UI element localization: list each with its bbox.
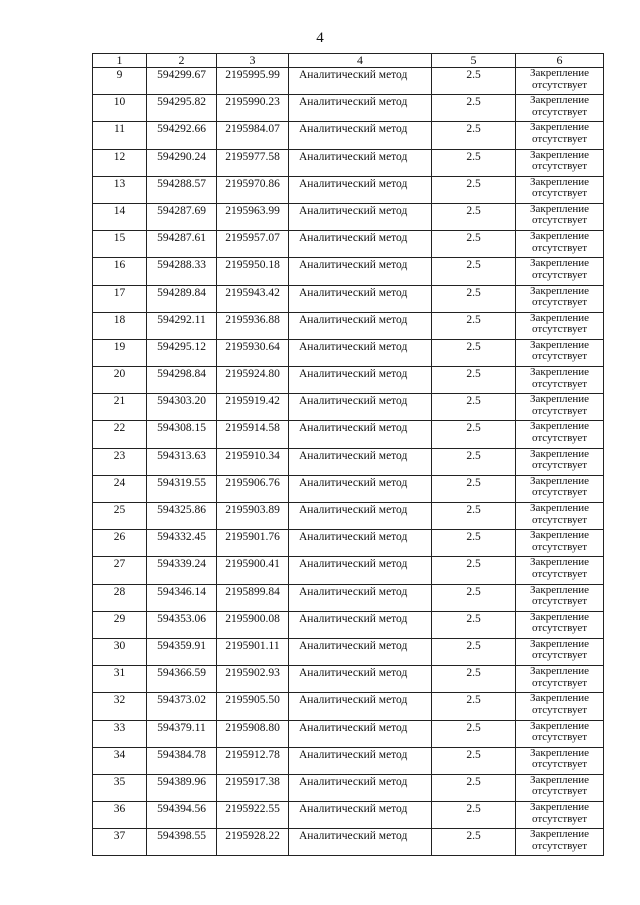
fixation-line-1: Закрепление	[529, 366, 590, 379]
accuracy-cell: 2.5	[432, 638, 516, 665]
x-coordinate-cell: 594287.61	[147, 231, 217, 258]
method-cell: Аналитический метод	[289, 285, 432, 312]
point-number-cell: 34	[93, 747, 147, 774]
x-coordinate-cell: 594359.91	[147, 638, 217, 665]
x-coordinate-cell: 594394.56	[147, 802, 217, 829]
table-row	[93, 231, 604, 258]
fixation-line-2: отсутствует	[531, 486, 588, 499]
table-row	[93, 312, 604, 339]
fixation-cell	[516, 584, 604, 611]
x-coordinate-cell: 594303.20	[147, 394, 217, 421]
x-coordinate-cell: 594292.66	[147, 122, 217, 149]
fixation-cell	[516, 503, 604, 530]
point-number-cell: 18	[93, 312, 147, 339]
accuracy-cell: 2.5	[432, 149, 516, 176]
fixation-line-2: отсутствует	[531, 731, 588, 743]
fixation-cell	[516, 68, 604, 95]
fixation-cell	[516, 666, 604, 693]
point-number-cell: 22	[93, 421, 147, 448]
fixation-cell	[516, 638, 604, 665]
table-row	[93, 122, 604, 149]
table-row	[93, 638, 604, 665]
y-coordinate-cell: 2195922.55	[217, 802, 289, 829]
table-row	[93, 774, 604, 801]
accuracy-cell: 2.5	[432, 584, 516, 611]
y-coordinate-cell: 2195943.42	[217, 285, 289, 312]
table-row	[93, 394, 604, 421]
point-number-cell: 33	[93, 720, 147, 747]
point-number-cell: 21	[93, 394, 147, 421]
method-cell: Аналитический метод	[289, 95, 432, 122]
x-coordinate-cell: 594289.84	[147, 285, 217, 312]
y-coordinate-cell: 2195917.38	[217, 774, 289, 801]
fixation-line-2: отсутствует	[531, 241, 588, 254]
x-coordinate-cell: 594299.67	[147, 68, 217, 95]
x-coordinate-cell: 594292.11	[147, 312, 217, 339]
column-header: 3	[217, 54, 289, 68]
fixation-cell	[516, 774, 604, 801]
accuracy-cell: 2.5	[432, 557, 516, 584]
y-coordinate-cell: 2195905.50	[217, 693, 289, 720]
method-cell: Аналитический метод	[289, 149, 432, 176]
x-coordinate-cell: 594398.55	[147, 829, 217, 856]
fixation-line-1: Закрепление	[529, 94, 590, 107]
y-coordinate-cell: 2195936.88	[217, 312, 289, 339]
y-coordinate-cell: 2195928.22	[217, 829, 289, 856]
fixation-cell	[516, 557, 604, 584]
x-coordinate-cell: 594288.33	[147, 258, 217, 285]
point-number-cell: 24	[93, 475, 147, 502]
point-number-cell: 29	[93, 611, 147, 638]
method-cell: Аналитический метод	[289, 503, 432, 530]
accuracy-cell: 2.5	[432, 611, 516, 638]
table-row	[93, 149, 604, 176]
x-coordinate-cell: 594290.24	[147, 149, 217, 176]
y-coordinate-cell: 2195900.41	[217, 557, 289, 584]
method-cell: Аналитический метод	[289, 693, 432, 720]
y-coordinate-cell: 2195995.99	[217, 68, 289, 95]
table-row	[93, 68, 604, 95]
table-row	[93, 285, 604, 312]
fixation-line-1: Закрепление	[529, 720, 590, 732]
point-number-cell: 17	[93, 285, 147, 312]
fixation-line-2: отсутствует	[531, 785, 588, 798]
fixation-line-2: отсутствует	[531, 214, 588, 227]
y-coordinate-cell: 2195912.78	[217, 747, 289, 774]
fixation-line-2: отсутствует	[531, 187, 588, 200]
y-coordinate-cell: 2195902.93	[217, 666, 289, 693]
fixation-line-1: Закрепление	[529, 475, 590, 487]
column-header: 4	[289, 54, 432, 68]
point-number-cell: 20	[93, 367, 147, 394]
fixation-line-1: Закрепление	[529, 312, 590, 324]
y-coordinate-cell: 2195899.84	[217, 584, 289, 611]
accuracy-cell: 2.5	[432, 829, 516, 856]
y-coordinate-cell: 2195901.11	[217, 638, 289, 665]
fixation-line-1: Закрепление	[529, 692, 590, 705]
table-row	[93, 802, 604, 829]
fixation-line-2: отсутствует	[531, 567, 588, 580]
accuracy-cell: 2.5	[432, 421, 516, 448]
fixation-line-1: Закрепление	[529, 556, 590, 569]
point-number-cell: 23	[93, 448, 147, 475]
fixation-cell	[516, 95, 604, 122]
y-coordinate-cell: 2195900.08	[217, 611, 289, 638]
method-cell: Аналитический метод	[289, 367, 432, 394]
y-coordinate-cell: 2195919.42	[217, 394, 289, 421]
accuracy-cell: 2.5	[432, 394, 516, 421]
method-cell: Аналитический метод	[289, 720, 432, 747]
accuracy-cell: 2.5	[432, 231, 516, 258]
accuracy-cell: 2.5	[432, 666, 516, 693]
fixation-line-1: Закрепление	[529, 176, 590, 188]
y-coordinate-cell: 2195957.07	[217, 231, 289, 258]
table-row	[93, 475, 604, 502]
x-coordinate-cell: 594295.12	[147, 339, 217, 366]
fixation-line-1: Закрепление	[529, 611, 590, 623]
fixation-cell	[516, 122, 604, 149]
x-coordinate-cell: 594339.24	[147, 557, 217, 584]
fixation-cell	[516, 285, 604, 312]
x-coordinate-cell: 594353.06	[147, 611, 217, 638]
x-coordinate-cell: 594313.63	[147, 448, 217, 475]
method-cell: Аналитический метод	[289, 312, 432, 339]
fixation-line-1: Закрепление	[529, 285, 590, 297]
x-coordinate-cell: 594325.86	[147, 503, 217, 530]
x-coordinate-cell: 594332.45	[147, 530, 217, 557]
fixation-line-1: Закрепление	[529, 801, 590, 814]
point-number-cell: 14	[93, 203, 147, 230]
table-row	[93, 448, 604, 475]
fixation-cell	[516, 149, 604, 176]
method-cell: Аналитический метод	[289, 421, 432, 448]
point-number-cell: 9	[93, 68, 147, 95]
y-coordinate-cell: 2195910.34	[217, 448, 289, 475]
x-coordinate-cell: 594319.55	[147, 475, 217, 502]
x-coordinate-cell: 594373.02	[147, 693, 217, 720]
method-cell: Аналитический метод	[289, 448, 432, 475]
method-cell: Аналитический метод	[289, 475, 432, 502]
fixation-line-2: отсутствует	[531, 105, 588, 118]
fixation-line-1: Закрепление	[529, 420, 590, 433]
y-coordinate-cell: 2195990.23	[217, 95, 289, 122]
table-row	[93, 829, 604, 856]
fixation-cell	[516, 720, 604, 747]
table-row	[93, 258, 604, 285]
fixation-line-1: Закрепление	[529, 67, 590, 79]
accuracy-cell: 2.5	[432, 122, 516, 149]
accuracy-cell: 2.5	[432, 693, 516, 720]
table-row	[93, 584, 604, 611]
x-coordinate-cell: 594287.69	[147, 203, 217, 230]
method-cell: Аналитический метод	[289, 394, 432, 421]
accuracy-cell: 2.5	[432, 258, 516, 285]
accuracy-cell: 2.5	[432, 339, 516, 366]
method-cell: Аналитический метод	[289, 802, 432, 829]
fixation-line-1: Закрепление	[529, 230, 590, 243]
y-coordinate-cell: 2195906.76	[217, 475, 289, 502]
fixation-line-1: Закрепление	[529, 393, 590, 406]
y-coordinate-cell: 2195963.99	[217, 203, 289, 230]
x-coordinate-cell: 594346.14	[147, 584, 217, 611]
point-number-cell: 13	[93, 176, 147, 203]
method-cell: Аналитический метод	[289, 231, 432, 258]
fixation-line-1: Закрепление	[529, 747, 590, 759]
fixation-line-2: отсутствует	[531, 268, 588, 281]
x-coordinate-cell: 594384.78	[147, 747, 217, 774]
table-row	[93, 95, 604, 122]
point-number-cell: 31	[93, 666, 147, 693]
fixation-cell	[516, 339, 604, 366]
point-number-cell: 16	[93, 258, 147, 285]
point-number-cell: 30	[93, 638, 147, 665]
column-header: 1	[93, 54, 147, 68]
fixation-cell	[516, 530, 604, 557]
table-row	[93, 503, 604, 530]
fixation-line-2: отсутствует	[531, 595, 588, 608]
table-row	[93, 611, 604, 638]
method-cell: Аналитический метод	[289, 530, 432, 557]
table-row	[93, 720, 604, 747]
table-row	[93, 666, 604, 693]
point-number-cell: 11	[93, 122, 147, 149]
page-number: 4	[316, 30, 324, 46]
table-row	[93, 530, 604, 557]
fixation-line-2: отсутствует	[531, 676, 588, 689]
fixation-line-1: Закрепление	[529, 584, 590, 596]
method-cell: Аналитический метод	[289, 122, 432, 149]
accuracy-cell: 2.5	[432, 720, 516, 747]
fixation-cell	[516, 367, 604, 394]
accuracy-cell: 2.5	[432, 176, 516, 203]
method-cell: Аналитический метод	[289, 774, 432, 801]
fixation-line-1: Закрепление	[529, 529, 590, 542]
method-cell: Аналитический метод	[289, 638, 432, 665]
fixation-line-2: отсутствует	[531, 323, 588, 336]
fixation-line-2: отсутствует	[531, 839, 588, 852]
y-coordinate-cell: 2195924.80	[217, 367, 289, 394]
fixation-line-1: Закрепление	[529, 121, 590, 134]
fixation-line-2: отсутствует	[531, 513, 588, 526]
fixation-cell	[516, 203, 604, 230]
y-coordinate-cell: 2195970.86	[217, 176, 289, 203]
x-coordinate-cell: 594379.11	[147, 720, 217, 747]
accuracy-cell: 2.5	[432, 530, 516, 557]
fixation-line-2: отсутствует	[531, 758, 588, 771]
y-coordinate-cell: 2195908.80	[217, 720, 289, 747]
fixation-cell	[516, 802, 604, 829]
point-number-cell: 15	[93, 231, 147, 258]
fixation-line-2: отсутствует	[531, 649, 588, 662]
method-cell: Аналитический метод	[289, 339, 432, 366]
accuracy-cell: 2.5	[432, 312, 516, 339]
x-coordinate-cell: 594389.96	[147, 774, 217, 801]
fixation-line-1: Закрепление	[529, 257, 590, 270]
table-row	[93, 339, 604, 366]
column-header: 5	[432, 54, 516, 68]
method-cell: Аналитический метод	[289, 611, 432, 638]
accuracy-cell: 2.5	[432, 475, 516, 502]
table-row	[93, 747, 604, 774]
fixation-cell	[516, 475, 604, 502]
point-number-cell: 32	[93, 693, 147, 720]
table-row	[93, 176, 604, 203]
accuracy-cell: 2.5	[432, 285, 516, 312]
table-body	[93, 68, 604, 856]
x-coordinate-cell: 594295.82	[147, 95, 217, 122]
point-number-cell: 27	[93, 557, 147, 584]
fixation-cell	[516, 693, 604, 720]
accuracy-cell: 2.5	[432, 802, 516, 829]
fixation-line-1: Закрепление	[529, 774, 590, 786]
accuracy-cell: 2.5	[432, 68, 516, 95]
point-number-cell: 37	[93, 829, 147, 856]
fixation-line-2: отсутствует	[531, 404, 588, 417]
accuracy-cell: 2.5	[432, 448, 516, 475]
y-coordinate-cell: 2195950.18	[217, 258, 289, 285]
accuracy-cell: 2.5	[432, 774, 516, 801]
table-row	[93, 367, 604, 394]
fixation-line-2: отсутствует	[531, 132, 588, 145]
fixation-cell	[516, 258, 604, 285]
fixation-line-2: отсутствует	[531, 459, 588, 472]
column-header: 6	[516, 54, 604, 68]
fixation-line-2: отсутствует	[531, 622, 588, 635]
accuracy-cell: 2.5	[432, 203, 516, 230]
fixation-line-2: отсутствует	[531, 540, 588, 553]
point-number-cell: 28	[93, 584, 147, 611]
fixation-cell	[516, 394, 604, 421]
x-coordinate-cell: 594288.57	[147, 176, 217, 203]
point-number-cell: 35	[93, 774, 147, 801]
method-cell: Аналитический метод	[289, 557, 432, 584]
fixation-line-2: отсутствует	[531, 377, 588, 390]
fixation-line-2: отсутствует	[531, 78, 588, 91]
fixation-cell	[516, 448, 604, 475]
fixation-line-2: отсутствует	[531, 703, 588, 716]
fixation-cell	[516, 231, 604, 258]
method-cell: Аналитический метод	[289, 68, 432, 95]
point-number-cell: 19	[93, 339, 147, 366]
fixation-line-1: Закрепление	[529, 203, 590, 215]
y-coordinate-cell: 2195901.76	[217, 530, 289, 557]
y-coordinate-cell: 2195903.89	[217, 503, 289, 530]
fixation-line-1: Закрепление	[529, 149, 590, 161]
fixation-cell	[516, 747, 604, 774]
point-number-cell: 25	[93, 503, 147, 530]
point-number-cell: 12	[93, 149, 147, 176]
fixation-cell	[516, 421, 604, 448]
method-cell: Аналитический метод	[289, 584, 432, 611]
fixation-line-1: Закрепление	[529, 638, 590, 650]
column-header: 2	[147, 54, 217, 68]
x-coordinate-cell: 594308.15	[147, 421, 217, 448]
method-cell: Аналитический метод	[289, 829, 432, 856]
point-number-cell: 36	[93, 802, 147, 829]
method-cell: Аналитический метод	[289, 666, 432, 693]
fixation-line-2: отсутствует	[531, 812, 588, 825]
accuracy-cell: 2.5	[432, 367, 516, 394]
fixation-line-2: отсутствует	[531, 160, 588, 173]
fixation-line-2: отсутствует	[531, 350, 588, 363]
method-cell: Аналитический метод	[289, 747, 432, 774]
coordinates-table	[92, 53, 604, 856]
x-coordinate-cell: 594366.59	[147, 666, 217, 693]
accuracy-cell: 2.5	[432, 95, 516, 122]
method-cell: Аналитический метод	[289, 176, 432, 203]
y-coordinate-cell: 2195984.07	[217, 122, 289, 149]
fixation-cell	[516, 611, 604, 638]
fixation-cell	[516, 829, 604, 856]
fixation-line-2: отсутствует	[531, 296, 588, 308]
accuracy-cell: 2.5	[432, 747, 516, 774]
y-coordinate-cell: 2195977.58	[217, 149, 289, 176]
y-coordinate-cell: 2195930.64	[217, 339, 289, 366]
fixation-line-2: отсутствует	[531, 431, 588, 444]
fixation-cell	[516, 312, 604, 339]
header-row	[93, 54, 604, 68]
table-row	[93, 557, 604, 584]
accuracy-cell: 2.5	[432, 503, 516, 530]
point-number-cell: 10	[93, 95, 147, 122]
x-coordinate-cell: 594298.84	[147, 367, 217, 394]
fixation-line-1: Закрепление	[529, 448, 590, 460]
fixation-line-1: Закрепление	[529, 339, 590, 351]
table-row	[93, 693, 604, 720]
method-cell: Аналитический метод	[289, 258, 432, 285]
point-number-cell: 26	[93, 530, 147, 557]
fixation-line-1: Закрепление	[529, 665, 590, 678]
table-row	[93, 203, 604, 230]
table-row	[93, 421, 604, 448]
fixation-line-1: Закрепление	[529, 828, 590, 841]
y-coordinate-cell: 2195914.58	[217, 421, 289, 448]
fixation-cell	[516, 176, 604, 203]
method-cell: Аналитический метод	[289, 203, 432, 230]
fixation-line-1: Закрепление	[529, 502, 590, 514]
